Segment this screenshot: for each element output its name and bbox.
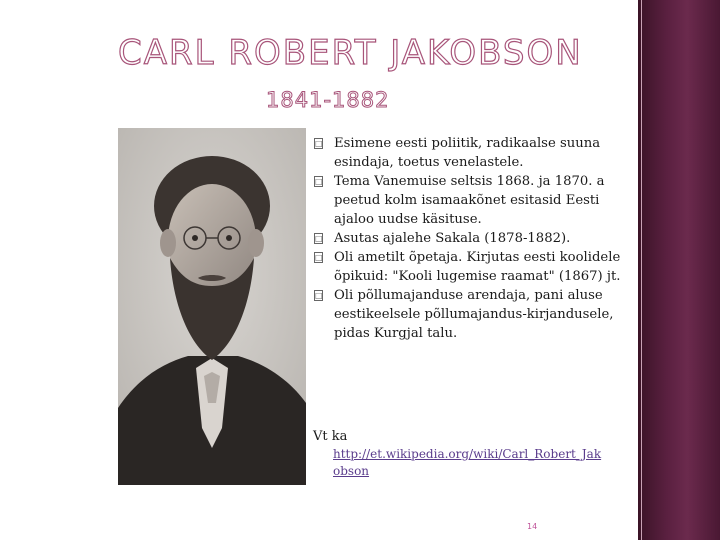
list-item — [313, 248, 633, 286]
list-item — [313, 286, 633, 343]
checkbox-bullet-icon: □ — [315, 291, 323, 300]
bullet-text: Esimene eesti poliitik, radikaalse suuna esindaja, toetus venelastele. — [334, 136, 601, 170]
list-item — [313, 229, 633, 248]
see-also-label: Vt ka — [313, 429, 348, 444]
see-also — [313, 428, 613, 480]
slide-title: CARL ROBERT JAKOBSON — [118, 33, 583, 73]
sidebar-divider — [641, 0, 642, 540]
bullet-text: Asutas ajalehe Sakala (1878-1882). — [334, 231, 571, 246]
bullet-text: Oli ametilt õpetaja. Kirjutas eesti koolidele õpikuid: "Kooli lugemise raamat" (1867) jt. — [334, 250, 621, 284]
slide-subtitle: 1841-1882 — [266, 88, 390, 112]
checkbox-bullet-icon: □ — [315, 139, 323, 148]
page-number: 14 — [527, 522, 538, 531]
bullet-list — [313, 134, 633, 343]
bullet-text: Tema Vanemuise seltsis 1868. ja 1870. a peetud kolm isamaakõnet esitasid Eesti ajaloo uudse käsituse. — [334, 174, 605, 227]
list-item — [313, 172, 633, 229]
checkbox-bullet-icon: □ — [315, 253, 323, 262]
checkbox-bullet-icon: □ — [315, 177, 323, 186]
decorative-sidebar — [638, 0, 720, 540]
checkbox-bullet-icon: □ — [315, 234, 323, 243]
list-item — [313, 134, 633, 172]
portrait-photo — [118, 128, 306, 485]
bullet-text: Oli põllumajanduse arendaja, pani aluse eestikeelsele põllumajandus-kirjandusele, pidas Kurgjal talu. — [334, 288, 614, 341]
wikipedia-link[interactable]: http://et.wikipedia.org/wiki/Carl_Robert_Jakobson — [333, 447, 602, 478]
